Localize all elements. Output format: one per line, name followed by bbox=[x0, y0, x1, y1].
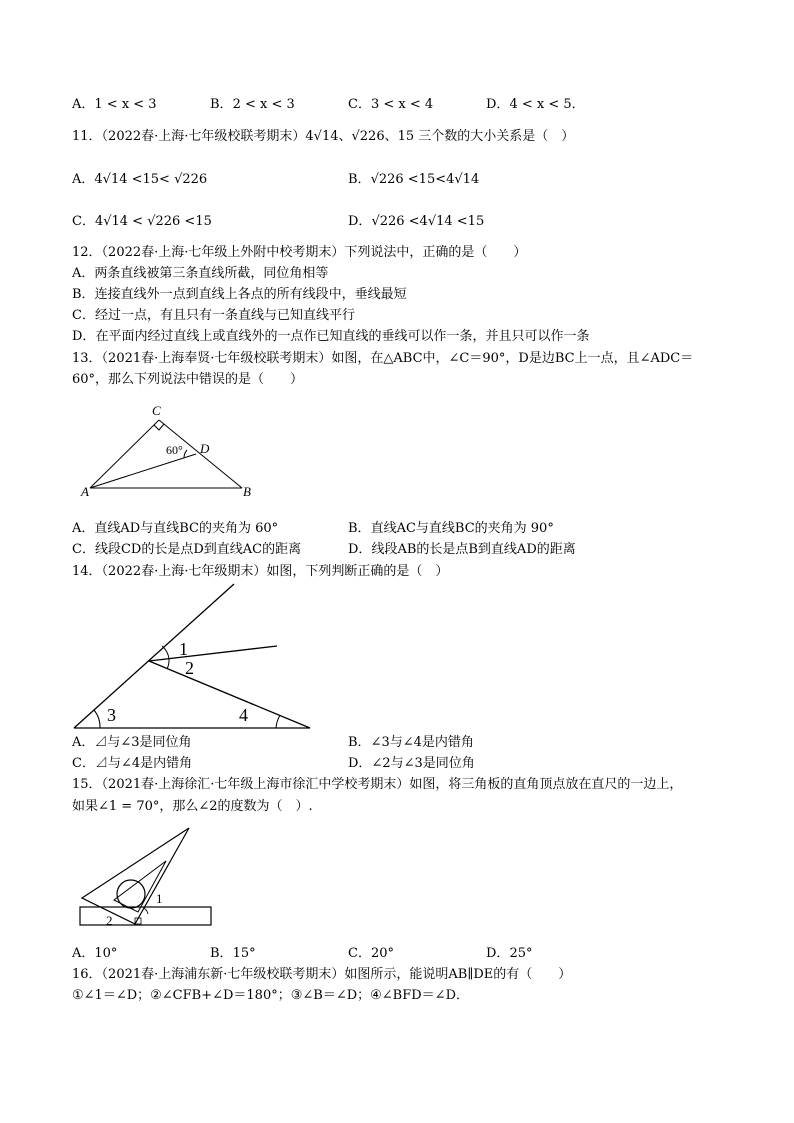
q15-triangle-outer bbox=[82, 828, 189, 924]
q13-label-a: A bbox=[81, 484, 89, 499]
q13-angle-label: 60° bbox=[166, 443, 183, 457]
q14-label-2: 2 bbox=[185, 658, 194, 678]
q14-label-3: 3 bbox=[107, 705, 116, 725]
q13-label-b: B bbox=[243, 484, 251, 499]
q14-arc-2 bbox=[167, 659, 169, 669]
q14-line-long bbox=[74, 584, 234, 728]
q13-label-c: C bbox=[152, 403, 161, 418]
q13-side-ac bbox=[90, 420, 159, 488]
q14-option-b: B．∠3与∠4是内错角 bbox=[348, 735, 474, 750]
q10-option-a: A．1 < x < 3 bbox=[72, 97, 157, 112]
q10-option-c: C．3 < x < 4 bbox=[348, 97, 434, 112]
q14-arc-3 bbox=[94, 710, 100, 728]
q11-option-b: B．√226 <15<4√14 bbox=[348, 172, 480, 187]
q13-option-d: D．线段AB的长是点B到直线AD的距离 bbox=[348, 542, 576, 557]
q12-option-b: B．连接直线外一点到直线上各点的所有线段中，垂线最短 bbox=[72, 287, 407, 302]
q15-stem-line1: 15．（2021春·上海徐汇·七年级上海市徐汇中学校考期末）如图，将三角板的直角顶点放在直尺的一边上， bbox=[72, 777, 683, 792]
q13-segment-ad bbox=[90, 454, 196, 488]
q15-figure bbox=[76, 824, 216, 930]
q12-option-a: A．两条直线被第三条直线所截，同位角相等 bbox=[72, 266, 329, 281]
q15-arc-1 bbox=[144, 908, 148, 914]
q11-option-c: C．4√14 < √226 <15 bbox=[72, 214, 212, 229]
q15-option-a: A．10° bbox=[72, 946, 118, 961]
q14-ray-upper bbox=[149, 646, 277, 661]
q14-option-a: A．⊿与∠3是同位角 bbox=[72, 735, 192, 750]
q11-stem: 11．（2022春·上海·七年级校联考期末）4√14、√226、15 三个数的大小关系是（ ） bbox=[72, 129, 575, 144]
q14-option-c: C．⊿与∠4是内错角 bbox=[72, 756, 193, 771]
q15-stem-line2: 如果∠1 = 70°，那么∠2的度数为（ ）. bbox=[72, 799, 313, 814]
q13-stem-line1: 13．（2021春·上海奉贤·七年级校联考期末）如图，在△ABC中，∠C＝90°，D是边BC上一点，且∠ADC＝ bbox=[72, 351, 694, 366]
q13-stem-line2: 60°，那么下列说法中错误的是（ ） bbox=[72, 372, 304, 387]
q12-option-d: D．在平面内经过直线上或直线外的一点作已知直线的垂线可以作一条，并且只可以作一条 bbox=[72, 329, 590, 344]
q14-figure bbox=[68, 582, 318, 732]
q15-label-2: 2 bbox=[106, 913, 113, 928]
q11-option-a: A．4√14 <15< √226 bbox=[72, 172, 208, 187]
q14-line-lower bbox=[149, 661, 310, 728]
q13-option-c: C．线段CD的长是点D到直线AC的距离 bbox=[72, 542, 302, 557]
q11-option-d: D．√226 <4√14 <15 bbox=[348, 214, 485, 229]
q12-option-c: C．经过一点，有且只有一条直线与已知直线平行 bbox=[72, 308, 355, 323]
q14-arc-4 bbox=[276, 715, 280, 728]
q15-option-c: C．20° bbox=[348, 946, 394, 961]
q13-option-a: A．直线AD与直线BC的夹角为 60° bbox=[72, 521, 279, 536]
q15-label-1: 1 bbox=[156, 891, 163, 906]
q16-conditions: ①∠1＝∠D；②∠CFB+∠D＝180°；③∠B＝∠D；④∠BFD＝∠D． bbox=[72, 988, 469, 1003]
q13-figure bbox=[80, 402, 260, 500]
q15-option-d: D．25° bbox=[486, 946, 533, 961]
q14-option-d: D．∠2与∠3是同位角 bbox=[348, 756, 475, 771]
q12-stem: 12．（2022春·上海·七年级上外附中校考期末）下列说法中，正确的是（ ） bbox=[72, 245, 527, 260]
q14-label-4: 4 bbox=[239, 705, 248, 725]
q13-option-b: B．直线AC与直线BC的夹角为 90° bbox=[348, 521, 554, 536]
q13-label-d: D bbox=[200, 441, 210, 456]
q14-stem: 14．（2022春·上海·七年级期末）如图，下列判断正确的是（ ） bbox=[72, 564, 449, 579]
q10-option-b: B．2 < x < 3 bbox=[210, 97, 295, 112]
q10-option-d: D．4 < x < 5． bbox=[486, 97, 585, 112]
q15-option-b: B．15° bbox=[210, 946, 256, 961]
q16-stem: 16．（2021春·上海浦东新·七年级校联考期末）如图所示，能说明AB∥DE的有（ ） bbox=[72, 967, 572, 982]
q13-right-angle-mark bbox=[154, 424, 164, 430]
q14-label-1: 1 bbox=[179, 639, 188, 659]
